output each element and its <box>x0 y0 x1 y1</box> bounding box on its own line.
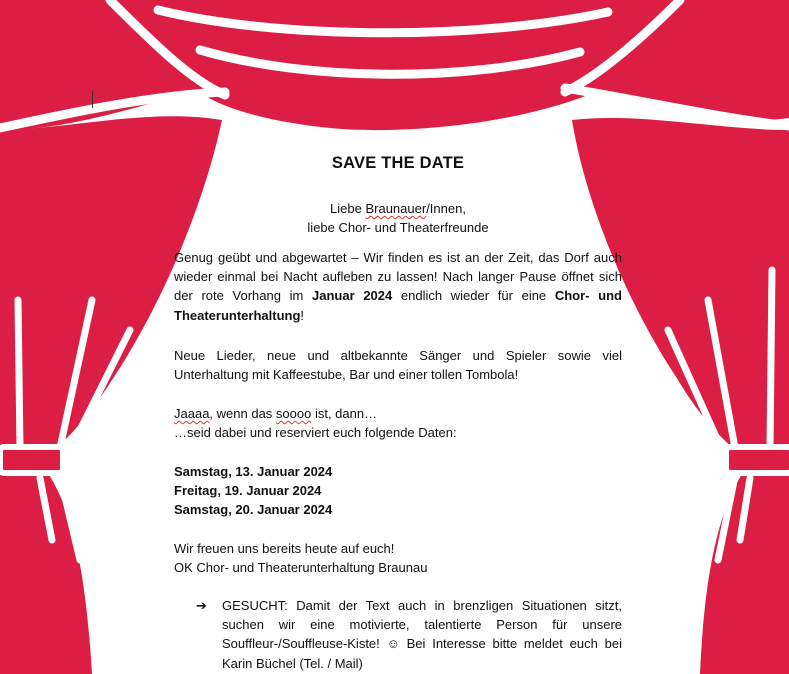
date-item: Samstag, 20. Januar 2024 <box>174 502 333 518</box>
text-cursor <box>92 91 93 108</box>
paragraph-intro: Genug geübt und abgewartet – Wir finden es ist an der Zeit, das Dorf auch wieder einmal bei Nacht aufleben zu lassen! Nach langer Pause öffnet sich der rote Vorhang im Januar 2024 endlich wieder für eine Chor- und Theaterunterhaltung! <box>174 250 622 323</box>
paragraph-reserve-line-1: Jaaaa, wenn das soooo ist, dann… <box>174 406 378 421</box>
greeting-line-1: Liebe Braunauer/Innen, <box>330 201 466 216</box>
page-title: SAVE THE DATE <box>331 154 465 172</box>
wanted-text: GESUCHT: Damit der Text auch in brenzligen Situationen sitzt, suchen wir eine motivierte, talentierte Person für unsere Souffleur-/Souffleuse-Kiste! ☺ Bei Interesse bitte meldet euch bei Karin Büchel (Tel. / Mail) <box>222 598 622 671</box>
paragraph-reserve-line-2: …seid dabei und reserviert euch folgende Daten: <box>174 425 457 440</box>
spellcheck-word: Braunauer <box>365 201 427 216</box>
greeting-line-2: liebe Chor- und Theaterfreunde <box>307 220 489 235</box>
spellcheck-word: Jaaaa <box>174 406 210 421</box>
closing-signature: OK Chor- und Theaterunterhaltung Braunau <box>174 560 428 575</box>
date-item: Freitag, 19. Januar 2024 <box>174 483 322 499</box>
paragraph-program: Neue Lieder, neue und altbekannte Sänger und Spieler sowie viel Unterhaltung mit Kaffeestube, Bar und einer tollen Tombola! <box>174 348 622 383</box>
curtain-tieback-left <box>0 447 63 473</box>
curtain-tieback-right <box>726 447 789 473</box>
dates-list <box>174 462 622 520</box>
date-item: Samstag, 13. Januar 2024 <box>174 464 333 479</box>
spellcheck-word: soooo <box>275 406 312 421</box>
arrow-right-icon: ➔ <box>196 598 207 613</box>
closing-line-1: Wir freuen uns bereits heute auf euch! <box>174 541 395 556</box>
